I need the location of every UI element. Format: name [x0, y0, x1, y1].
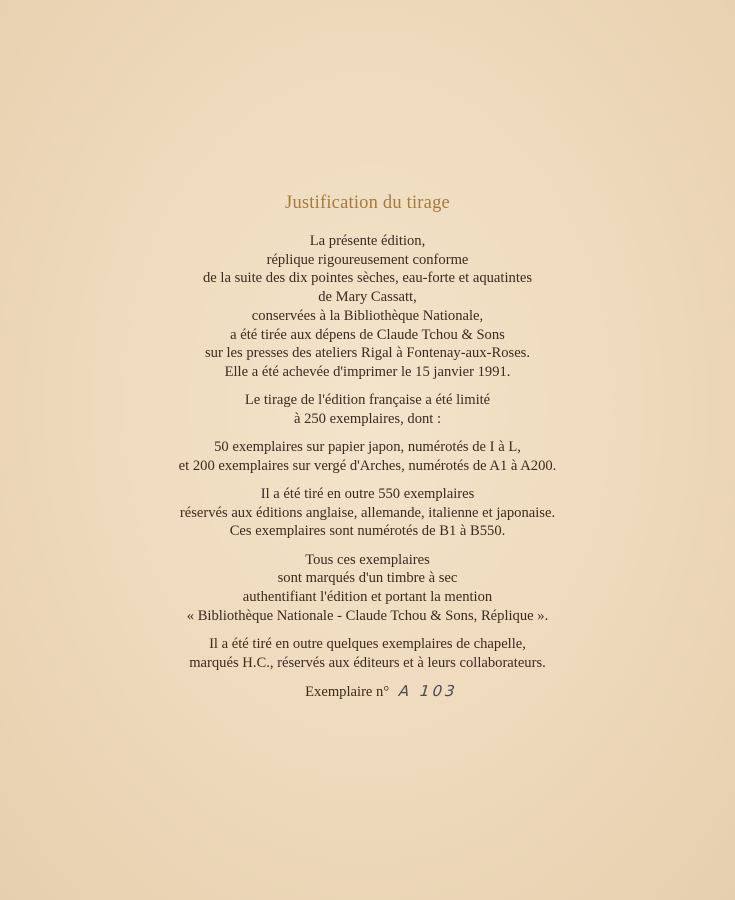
- handwritten-copy-number: A 103: [398, 681, 459, 700]
- text-line: « Bibliothèque Nationale - Claude Tchou & Sons, Réplique ».: [186, 607, 549, 624]
- text-line: Il a été tiré en outre quelques exemplaires de chapelle,: [209, 635, 526, 652]
- text-line: de la suite des dix pointes sèches, eau-forte et aquatintes: [202, 270, 533, 287]
- paragraph-chapel-copies: [0, 635, 735, 672]
- text-line: sont marqués d'un timbre à sec: [277, 570, 458, 587]
- paragraph-dry-stamp: [0, 551, 735, 626]
- text-line: Elle a été achevée d'imprimer le 15 janvier 1991.: [224, 363, 511, 380]
- text-line: à 250 exemplaires, dont :: [293, 410, 442, 427]
- copy-number-label: Exemplaire n°: [305, 683, 390, 700]
- text-line: Il a été tiré en outre 550 exemplaires: [260, 485, 475, 502]
- text-line: et 200 exemplaires sur vergé d'Arches, numérotés de A1 à A200.: [178, 457, 557, 474]
- text-line: Tous ces exemplaires: [305, 551, 430, 568]
- text-line: 50 exemplaires sur papier japon, numérotés de I à L,: [214, 439, 521, 456]
- paragraph-edition: [0, 232, 735, 382]
- colophon-text: [0, 232, 735, 701]
- paragraph-foreign-copies: [0, 485, 735, 541]
- text-line: sur les presses des ateliers Rigal à Fontenay-aux-Roses.: [204, 345, 531, 362]
- text-line: authentifiant l'édition et portant la mention: [242, 588, 493, 605]
- paragraph-french-copies: [0, 438, 735, 475]
- text-line: de Mary Cassatt,: [318, 289, 417, 306]
- text-line: Ces exemplaires sont numérotés de B1 à B550.: [229, 523, 506, 540]
- text-line: réservés aux éditions anglaise, allemande, italienne et japonaise.: [179, 504, 556, 521]
- copy-number-line: [0, 682, 735, 702]
- paragraph-tirage-limit: [0, 391, 735, 428]
- text-line: réplique rigoureusement conforme: [266, 251, 469, 268]
- text-line: La présente édition,: [309, 233, 426, 249]
- text-line: a été tirée aux dépens de Claude Tchou & Sons: [230, 326, 505, 343]
- text-line: Le tirage de l'édition française a été limité: [244, 392, 491, 409]
- page-title: Justification du tirage: [285, 193, 450, 213]
- text-line: marqués H.C., réservés aux éditeurs et à leurs collaborateurs.: [189, 654, 546, 671]
- text-line: conservées à la Bibliothèque Nationale,: [251, 307, 484, 324]
